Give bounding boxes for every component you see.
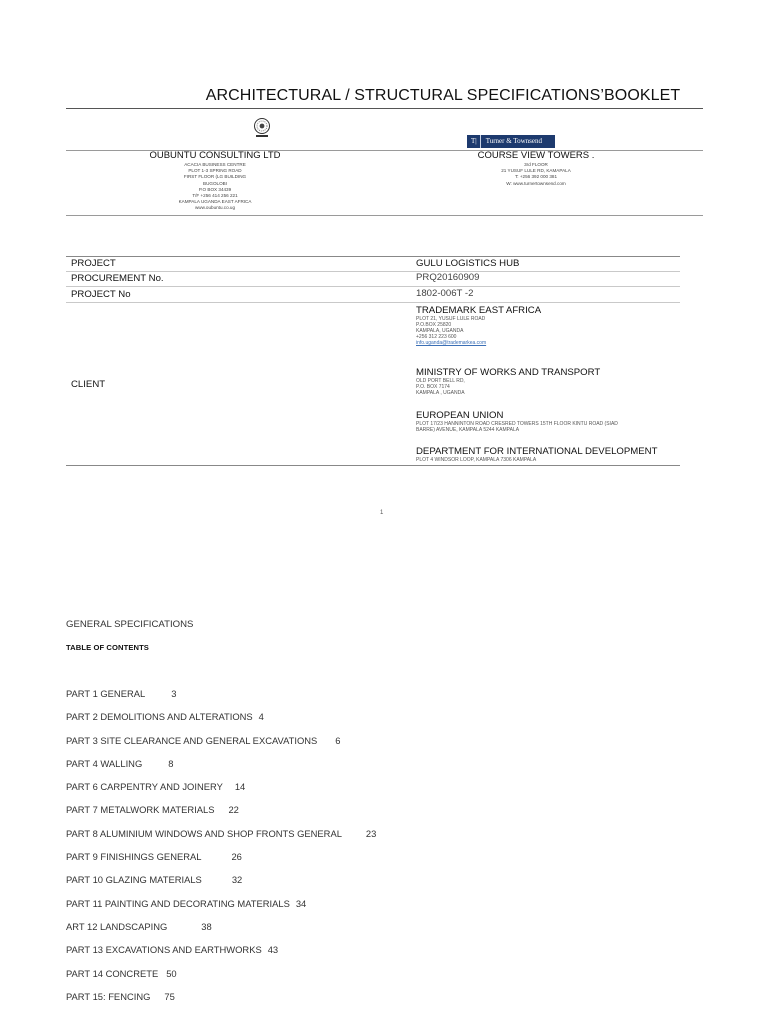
consultant-block <box>120 150 310 212</box>
toc-entry-label: PART 7 METALWORK MATERIALS <box>66 804 215 816</box>
document-title: ARCHITECTURAL / STRUCTURAL SPECIFICATIONS’BOOKLET <box>205 87 681 104</box>
client-name: EUROPEAN UNION <box>416 410 504 421</box>
toc-entry-page: 43 <box>267 944 279 956</box>
client-entry <box>416 367 678 396</box>
consultant-address-line: T/F +256 414 256 221 <box>192 193 238 199</box>
client-address-line: P.O.BOX 25820 <box>416 322 452 328</box>
consultant-address-line: P.O BOX 34439 <box>198 186 232 192</box>
table-row <box>66 272 680 287</box>
client-email-link[interactable]: info.uganda@trademarkea.com <box>416 340 487 346</box>
project-manager-address-line: 21 YUSUF LULE RD, KAMAPALA <box>501 168 571 174</box>
toc-entry[interactable] <box>66 828 376 851</box>
consultant-address-line: FIRST FLOOR (LG BUILDING <box>183 174 247 180</box>
toc-entry[interactable] <box>66 944 376 967</box>
section-heading: GENERAL SPECIFICATIONS <box>66 619 194 630</box>
turner-townsend-logo: T| Turner & Townsend <box>467 135 555 148</box>
client-address-line: +256 312 223 600 <box>416 334 457 340</box>
toc-entry-label: PART 9 FINISHINGS GENERAL <box>66 851 202 863</box>
toc-entry-label: PART 2 DEMOLITIONS AND ALTERATIONS <box>66 711 253 723</box>
client-address-line: PLOT 4 WINDSOR LOOP, KAMPALA 7306 KAMPALA <box>416 457 537 463</box>
client-address-line: PLOT 21, YUSUF LULE ROAD <box>416 316 486 322</box>
toc-entry-label: PART 3 SITE CLEARANCE AND GENERAL EXCAVATIONS <box>66 734 318 746</box>
toc-entry-page: 14 <box>234 781 246 793</box>
toc-entry-page: 23 <box>365 827 377 839</box>
toc-entry-page: 26 <box>231 851 242 863</box>
toc-entry-label: PART 14 CONCRETE <box>66 967 159 979</box>
toc-entry[interactable] <box>66 991 376 1014</box>
toc-entry-label: ART 12 LANDSCAPING <box>66 920 168 932</box>
client-row <box>66 303 680 466</box>
toc-entry[interactable] <box>66 711 376 734</box>
client-name: MINISTRY OF WORKS AND TRANSPORT <box>416 367 601 378</box>
toc-entry[interactable] <box>66 874 376 897</box>
toc-entry[interactable] <box>66 781 376 804</box>
procurement-label: PROCUREMENT No. <box>71 273 164 284</box>
client-name: TRADEMARK EAST AFRICA <box>416 305 542 316</box>
project-label: PROJECT <box>71 258 116 269</box>
toc-entry-page: 4 <box>258 711 264 723</box>
consultant-seal-logo <box>252 117 272 138</box>
consultant-address-line: KAMPALA UGANDA EAST AFRICA <box>178 199 252 205</box>
client-entry <box>416 446 678 463</box>
consultant-address-line: ACACIA BUSINESS CENTRE <box>184 162 246 167</box>
consultant-website: www.oubuntu.co.ug <box>194 205 236 211</box>
toc-entry-label: PART 10 GLAZING MATERIALS <box>66 874 202 886</box>
table-of-contents <box>66 688 376 1014</box>
toc-entry-label: PART 6 CARPENTRY AND JOINERY <box>66 781 223 793</box>
client-entry <box>416 410 678 433</box>
toc-entry[interactable] <box>66 804 376 827</box>
toc-entry-page: 34 <box>295 897 307 909</box>
project-number-label: PROJECT No <box>71 289 131 300</box>
project-manager-address-line: T: +256 392 000 381 <box>514 174 558 180</box>
toc-entry-label: PART 13 EXCAVATIONS AND EARTHWORKS <box>66 944 262 956</box>
toc-entry-page: 6 <box>335 734 341 746</box>
client-address-line: OLD PORT BELL RD, <box>416 378 465 384</box>
toc-entry-label: PART 4 WALLING <box>66 757 143 769</box>
toc-entry-page: 50 <box>166 967 177 979</box>
client-address-line: KAMPALA , UGANDA <box>416 390 465 396</box>
project-manager-website: W: www.turnertownsend.com <box>506 180 566 186</box>
project-value: GULU LOGISTICS HUB <box>416 258 520 269</box>
client-entry <box>416 305 678 346</box>
toc-entry[interactable] <box>66 851 376 874</box>
toc-entry[interactable] <box>66 688 376 711</box>
client-address-line: PLOT 17/23 HANNINTON ROAD CRESRED TOWERS 15TH FLOOR KINTU ROAD (SIAD <box>416 421 618 427</box>
toc-entry[interactable] <box>66 758 376 781</box>
toc-entry-label: PART 8 ALUMINIUM WINDOWS AND SHOP FRONTS GENERAL <box>66 827 342 839</box>
client-address-line: P.O. BOX 7174 <box>416 384 450 390</box>
toc-entry-page: 8 <box>168 757 174 769</box>
project-manager-address-line: 3rd FLOOR <box>524 162 548 167</box>
project-number-value: 1802-006T -2 <box>416 288 474 299</box>
project-manager-name: COURSE VIEW TOWERS . <box>477 150 595 161</box>
toc-entry[interactable] <box>66 968 376 991</box>
table-row <box>66 257 680 272</box>
client-address-line: KAMPALA, UGANDA <box>416 328 464 334</box>
toc-heading: TABLE OF CONTENTS <box>66 643 149 652</box>
page-number: 1 <box>380 510 384 516</box>
consultant-address-line: PLOT 1-3 SPRING ROAD <box>188 168 242 174</box>
procurement-value: PRQ20160909 <box>416 272 480 283</box>
project-details-table <box>66 256 680 466</box>
toc-entry[interactable] <box>66 735 376 758</box>
table-row <box>66 287 680 303</box>
toc-entry-label: PART 1 GENERAL <box>66 688 146 699</box>
client-address-line: BARRE) AVENUE, KAMPALA 5244 KAMPALA <box>416 427 520 433</box>
client-name: DEPARTMENT FOR INTERNATIONAL DEVELOPMENT <box>416 446 658 457</box>
toc-entry[interactable] <box>66 921 376 944</box>
toc-entry-page: 3 <box>171 688 177 699</box>
toc-entry-page: 32 <box>231 874 243 886</box>
consultant-name: OUBUNTU CONSULTING LTD <box>149 150 281 161</box>
toc-entry-label: PART 11 PAINTING AND DECORATING MATERIALS <box>66 897 290 909</box>
project-manager-block <box>440 150 632 187</box>
toc-entry-page: 75 <box>164 990 175 1002</box>
client-label: CLIENT <box>71 379 106 390</box>
toc-entry-page: 38 <box>201 920 212 932</box>
toc-entry-label: PART 15: FENCING <box>66 990 151 1002</box>
toc-entry-page: 22 <box>228 804 239 816</box>
title-rule <box>66 108 703 109</box>
address-rule <box>66 215 703 216</box>
consultant-address-line: BUGOLOBI <box>203 180 227 186</box>
toc-entry[interactable] <box>66 898 376 921</box>
